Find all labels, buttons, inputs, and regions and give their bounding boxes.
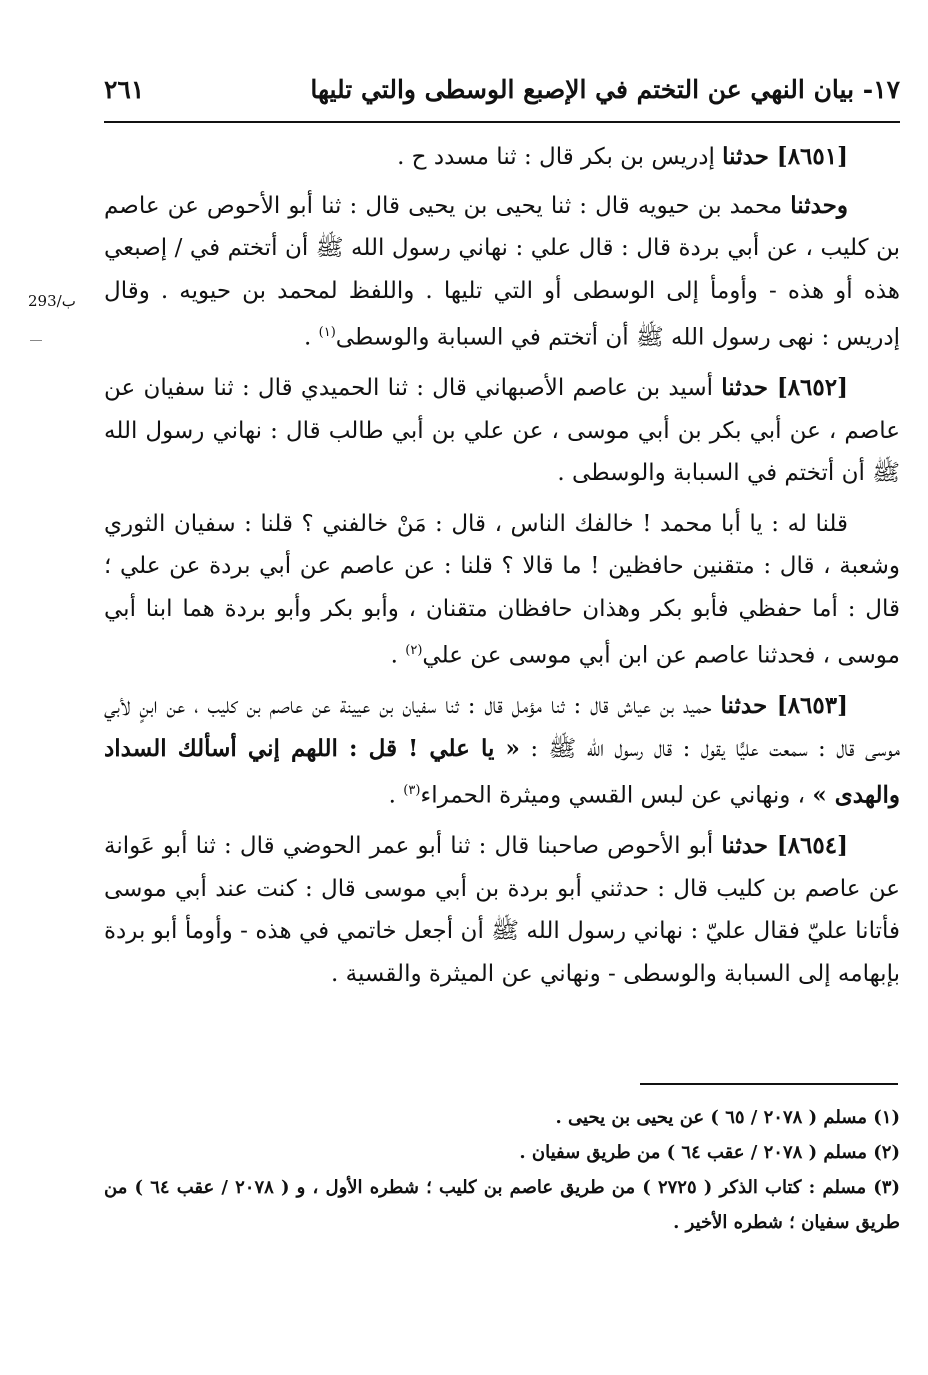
hadith-text: أبو الأحوص صاحبنا قال : ثنا أبو عمر الحوضي قال : ثنا أبو عَوانة عن عاصم بن كليب قال : حدثني أبو بردة بن أبي موسى قال : كنت عند أبي موسى فأتانا عليّ فقال عليّ : نهاني رسول الله ﷺ أن أجعل خاتمي في هذه - وأومأ أبو بردة بإبهامه إلى السبابة والوسطى - ونهاني عن الميثرة والقسية . [104,833,900,987]
hadith-text: قلنا له : يا أبا محمد ! خالفك الناس ، قال : مَنْ خالفني ؟ قلنا : سفيان الثوري وشعبة ، قال : متقنين حافظين ! ما قالا ؟ قلنا : عن عاصم عن أبي بردة عن علي ؛ قال : أما حفظي فأبو بكر وهذان حافظان متقنان ، وأبو بكر وأبو بردة هما ابنا أبي موسى ، فحدثنا عاصم عن ابن أبي موسى عن علي [104,510,900,669]
hadith-lead: [٨٦٥١] حدثنا [722,143,848,170]
hadith-tail: . [388,782,404,809]
hadith-lead: [٨٦٥٢] حدثنا [721,374,849,402]
footnote-2: (٢) مسلم ( ٢٠٧٨ / عقب ٦٤ ) من طريق سفيان . [519,1142,900,1163]
paragraph-8654 [104,825,900,995]
footnote-ref[interactable]: (٢) [405,643,423,659]
hadith-lead: وحدثنا [790,191,848,219]
margin-folio-note: 293/ب [28,292,76,310]
footnote-ref[interactable]: (٣) [403,783,421,799]
margin-dash [30,340,42,341]
footnote-1: (١) مسلم ( ٢٠٧٨ / ٦٥ ) عن يحيى بن يحيى . [555,1107,900,1128]
hadith-tail: . [304,324,319,351]
footnotes [104,1100,900,1240]
hadith-quote: « يا علي ! قل : اللهم إني أسألك السداد والهدى » [104,734,900,809]
body-text [104,136,900,995]
paragraph-8651 [104,136,900,179]
paragraph-commentary [104,503,900,678]
paragraph-continuation [104,185,900,360]
paragraph-8653 [104,685,900,817]
paragraph-8652 [104,367,900,495]
hadith-tail: . [390,642,406,669]
hadith-lead: [٨٦٥٤] حدثنا [721,832,849,860]
page-number: ٢٦١ [104,74,145,104]
footnote-3: (٣) مسلم : كتاب الذكر ( ٢٧٢٥ ) من طريق عاصم بن كليب ؛ شطره الأول ، و ( ٢٠٧٨ / عقب ٦٤ ) من طريق سفيان ؛ شطره الأخير . [104,1177,900,1233]
header-rule [104,121,900,123]
footnote-ref[interactable]: (١) [318,325,336,340]
chapter-title: ١٧- بيان النهي عن التختم في الإصبع الوسطى والتي تليها [310,74,900,104]
hadith-lead: [٨٦٥٣] حدثنا [720,692,848,720]
hadith-text: محمد بن حيويه قال : ثنا يحيى بن يحيى قال : ثنا أبو الأحوص عن عاصم بن كليب ، عن أبي بردة قال : قال علي : نهاني رسول الله ﷺ أن أتختم في / إصبعي هذه أو هذه - وأومأ إلى الوسطى أو التي تليها . واللفظ لمحمد بن حيويه . وقال إدريس : نهى رسول الله ﷺ أن أتختم في السبابة والوسطى [104,192,900,351]
hadith-text: أسيد بن عاصم الأصبهاني قال : ثنا الحميدي قال : ثنا سفيان عن عاصم ، عن أبي بكر بن أبي موسى ، عن علي بن أبي طالب قال : نهاني رسول الله ﷺ أن أتختم في السبابة والوسطى . [104,375,900,487]
hadith-text-2: ، ونهاني عن لبس القسي وميثرة الحمراء [420,782,813,809]
footnote-rule [640,1083,898,1085]
hadith-text: إدريس بن بكر قال : ثنا مسدد ح . [397,144,723,170]
hadith-text: حميد بن عياش قال : ثنا مؤمل قال : ثنا سفيان بن عيينة عن عاصم بن كليب ، عن ابنٍ لأبي موسى قال : سمعت عليًّا يقول : قال رسول الله ﷺ : [104,693,900,762]
page-header [104,66,900,112]
